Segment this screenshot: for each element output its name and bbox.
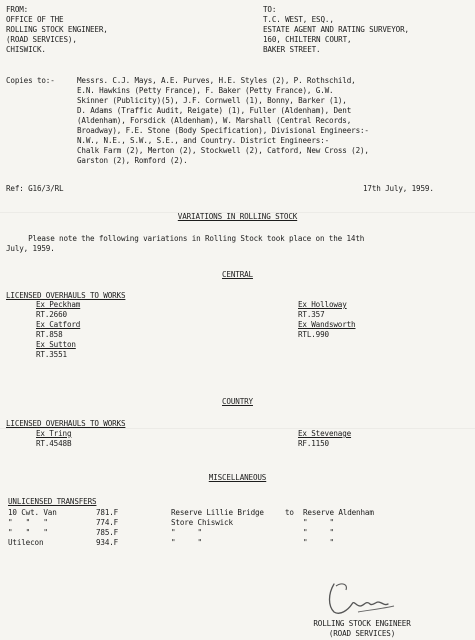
- transfer-from: Reserve Lillie Bridge: [171, 508, 264, 517]
- copies-line: Messrs. C.J. Mays, A.E. Purves, H.E. Styles (2), P. Rothschild,: [77, 76, 356, 85]
- from-line: ROLLING STOCK ENGINEER,: [6, 25, 108, 34]
- intro-line: Please note the following variations in Rolling Stock took place on the 14th: [6, 234, 365, 243]
- copies-line: (Aldenham), Forsdick (Aldenham), W. Marshall (Central Records,: [77, 116, 352, 125]
- depot-name: Ex Stevenage: [298, 429, 352, 438]
- transfer-dest: " ": [303, 518, 334, 527]
- depot-name: Ex Holloway: [298, 300, 347, 309]
- copies-line: Broadway), F.E. Stone (Body Specification), Divisional Engineers:-: [77, 126, 369, 135]
- country-left-list: [36, 429, 71, 449]
- signatory-title: ROLLING STOCK ENGINEER: [313, 619, 411, 628]
- vehicle-number: RT.357: [298, 310, 325, 319]
- copies-line: E.N. Hawkins (Petty France), F. Baker (Petty France), G.W.: [77, 86, 334, 95]
- from-block: [6, 5, 108, 55]
- country-right-list: [298, 429, 351, 449]
- vehicle-type: 10 Cwt. Van: [8, 508, 57, 517]
- transfer-to-word: to: [285, 508, 294, 517]
- copies-label: Copies to:-: [6, 76, 55, 85]
- vehicle-number: RTL.990: [298, 330, 329, 339]
- reference: Ref: G16/3/RL: [6, 184, 64, 193]
- miscellaneous-heading: MISCELLANEOUS: [208, 473, 267, 482]
- vehicle-number: RT.2660: [36, 310, 67, 319]
- vehicle-number: RF.1150: [298, 439, 329, 448]
- depot-name: Ex Sutton: [36, 340, 76, 349]
- country-subheading: LICENSED OVERHAULS TO WORKS: [6, 419, 126, 428]
- misc-subheading: UNLICENSED TRANSFERS: [8, 497, 97, 506]
- transfer-dest: " ": [303, 528, 334, 537]
- from-line: (ROAD SERVICES),: [6, 35, 77, 44]
- copies-list: [77, 76, 369, 166]
- copies-line: D. Adams (Traffic Audit, Reigate) (1), Fuller (Aldenham), Dent: [77, 106, 352, 115]
- from-line: OFFICE OF THE: [6, 15, 64, 24]
- depot-name: Ex Tring: [36, 429, 72, 438]
- vehicle-number: RT.4548B: [36, 439, 72, 448]
- intro-paragraph: [6, 234, 364, 254]
- vehicle-number: 785.F: [96, 528, 119, 537]
- vehicle-type: Utilecon: [8, 538, 44, 547]
- from-label: FROM:: [6, 5, 29, 14]
- depot-name: Ex Peckham: [36, 300, 81, 309]
- memo-title: VARIATIONS IN ROLLING STOCK: [177, 212, 298, 221]
- transfer-dest: " ": [303, 538, 334, 547]
- depot-name: Ex Catford: [36, 320, 81, 329]
- vehicle-number: RT.3551: [36, 350, 67, 359]
- copies-line: Garston (2), Romford (2).: [77, 156, 188, 165]
- transfer-dest: Reserve Aldenham: [303, 508, 374, 517]
- from-line: CHISWICK.: [6, 45, 46, 54]
- to-line: 160, CHILTERN COURT,: [263, 35, 352, 44]
- memo-date: 17th July, 1959.: [363, 184, 434, 193]
- transfer-from: " ": [171, 528, 202, 537]
- copies-line: Chalk Farm (2), Merton (2), Stockwell (2), Catford, New Cross (2),: [77, 146, 369, 155]
- central-left-list: [36, 300, 80, 360]
- depot-name: Ex Wandsworth: [298, 320, 356, 329]
- transfer-origins: [171, 508, 264, 548]
- handwritten-signature: [318, 576, 398, 624]
- vehicle-number: 934.F: [96, 538, 119, 547]
- intro-line: July, 1959.: [6, 244, 55, 253]
- vehicle-number: RT.858: [36, 330, 63, 339]
- transfer-types: [8, 508, 57, 548]
- to-line: T.C. WEST, ESQ.,: [263, 15, 334, 24]
- central-subheading: LICENSED OVERHAULS TO WORKS: [6, 291, 126, 300]
- to-label: TO:: [263, 5, 277, 14]
- country-heading: COUNTRY: [222, 397, 253, 406]
- copies-line: N.W., N.E., S.W., S.E., and Country. District Engineers:-: [77, 136, 330, 145]
- signatory-block: [298, 619, 426, 639]
- to-line: ESTATE AGENT AND RATING SURVEYOR,: [263, 25, 409, 34]
- to-line: BAKER STREET.: [263, 45, 321, 54]
- vehicle-type: " " ": [8, 528, 48, 537]
- vehicle-type: " " ": [8, 518, 48, 527]
- transfer-destinations: [303, 508, 374, 548]
- signatory-subtitle: (ROAD SERVICES): [328, 629, 396, 638]
- to-block: [263, 5, 409, 55]
- vehicle-number: 781.F: [96, 508, 119, 517]
- vehicle-number: 774.F: [96, 518, 119, 527]
- central-right-list: [298, 300, 355, 340]
- central-heading: CENTRAL: [222, 270, 253, 279]
- transfer-from: Store Chiswick: [171, 518, 233, 527]
- copies-line: Skinner (Publicity)(5), J.F. Cornwell (1), Bonny, Barker (1),: [77, 96, 347, 105]
- transfer-vehicles: [96, 508, 118, 548]
- transfer-from: " ": [171, 538, 202, 547]
